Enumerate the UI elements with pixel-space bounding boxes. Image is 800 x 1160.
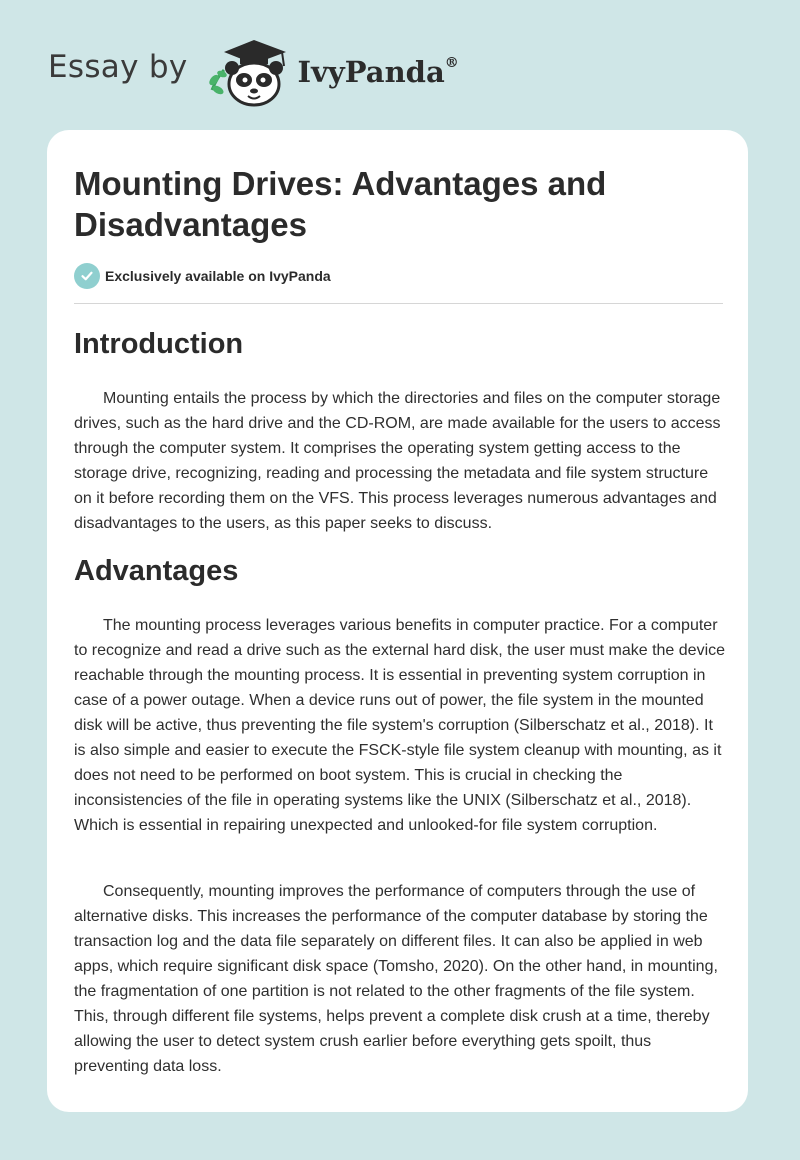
- exclusive-badge-label: Exclusively available on IvyPanda: [105, 268, 331, 284]
- paragraph-advantages-2: Consequently, mounting improves the performance of computers through the use of alternative disks. This increases the performance of the computer database by storing the transaction log and the data file separately on different files. It can also be applied in web apps, which require significant disk space (Tomsho, 2020). On the other hand, in mounting, the fragmentation of one partition is not related to the other fragments of the file system. This, through different file systems, helps prevent a complete disk crush at a time, thereby allowing the user to detect system crush earlier before everything gets spoilt, thus preventing data loss.: [74, 883, 718, 1075]
- page-title: Mounting Drives: Advantages and Disadvantages: [74, 165, 607, 243]
- panda-mascot-icon: [202, 34, 294, 108]
- brand-prefix: Essay by: [48, 49, 188, 85]
- section-heading-introduction: Introduction: [74, 328, 244, 360]
- exclusive-badge: [74, 263, 331, 289]
- paragraph-advantages-1: The mounting process leverages various benefits in computer practice. For a computer to recognize and read a drive such as the external hard disk, the user must make the device reachable through the mounting process. It is essential in preventing system corruption in case of a power outage. When a device runs out of power, the file system in the mounted disk will be active, thus preventing the file system's corruption (Silberschatz et al., 2018). It is also simple and easier to execute the FSCK-style file system cleanup with mounting, as it does not need to be performed on boot system. This is crucial in checking the inconsistencies of the file in operating systems like the UNIX (Silberschatz et al., 2018). Which is essential in repairing unexpected and unlooked-for file system corruption.: [74, 617, 726, 834]
- section-heading-advantages: Advantages: [74, 555, 239, 587]
- checkmark-icon: [74, 263, 100, 289]
- article-card: [47, 130, 748, 1112]
- brand-logo[interactable]: [48, 34, 459, 108]
- paragraph-introduction-1: Mounting entails the process by which the directories and files on the computer storage drives, such as the hard drive and the CD-ROM, are made available for the users to access through the computer system. It comprises the operating system getting access to the storage drive, recognizing, reading and processing the metadata and file system structure on it before recording them on the VFS. This process leverages numerous advantages and disadvantages to the users, as this paper seeks to discuss.: [74, 390, 721, 532]
- divider: [74, 303, 723, 304]
- brand-name: IvyPanda®: [297, 55, 459, 89]
